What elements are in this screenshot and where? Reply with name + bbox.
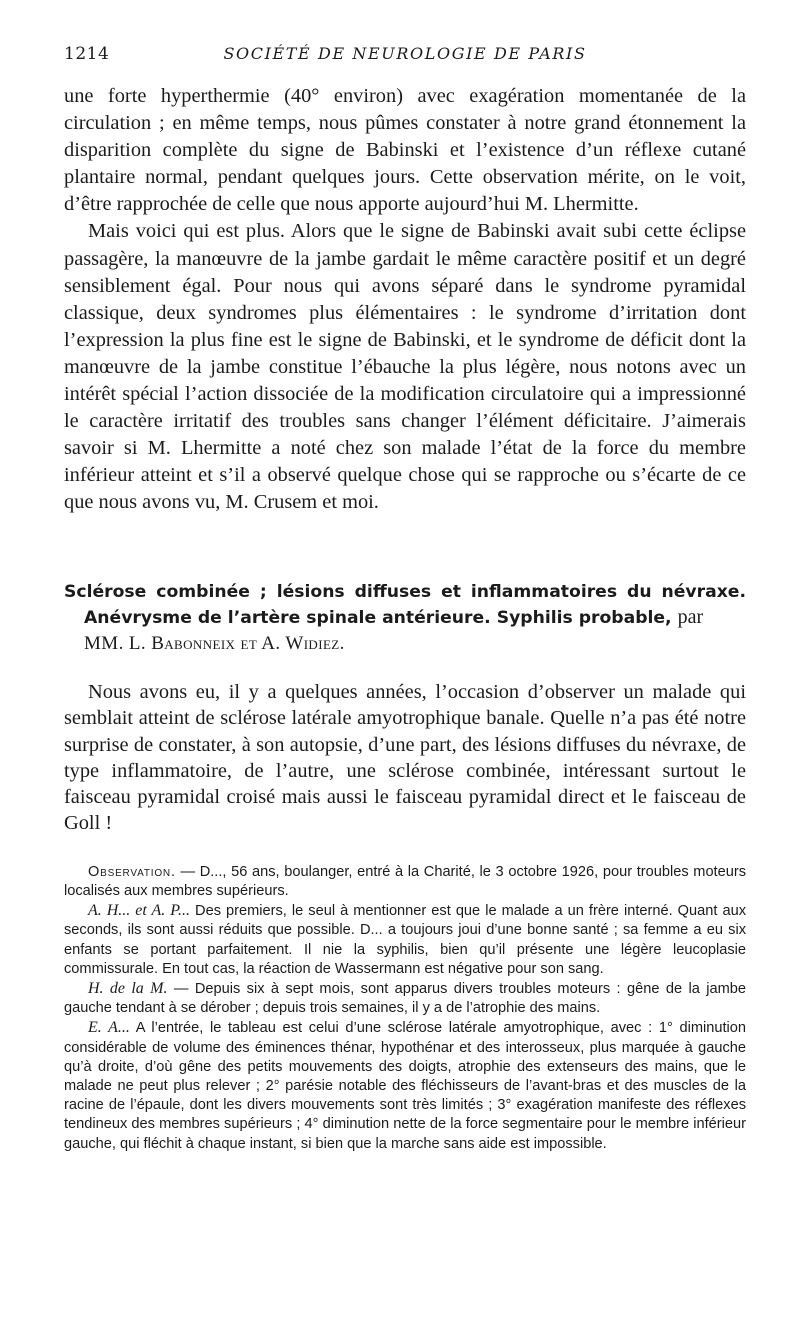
article-title — [64, 580, 746, 631]
antecedents-text: Des premiers, le seul à mentionner est que le malade a un frère interné. Quant aux seconds, ils sont aussi réduits que possible. D... a toujours joui d’une bonne santé ; sa femme a eu six enfants se portant parfaitement. Il nie la syphilis, bien qu’il présente une légère leucoplasie commissurale. En tout cas, la réaction de Wassermann est négative pour son sang. — [64, 903, 747, 977]
antecedents-label: A. H... et A. P... — [88, 902, 191, 920]
history-paragraph — [64, 979, 746, 1018]
article-title-line-1: Sclérose combinée ; lésions diffuses et inflammatoires du névraxe. — [64, 582, 746, 602]
antecedents-paragraph — [64, 901, 746, 979]
article-authors: MM. L. Babonneix et A. Widiez. — [84, 633, 345, 654]
history-text: — Depuis six à sept mois, sont apparus divers troubles moteurs : gêne de la jambe gauche tendant à se dérober ; depuis trois semaines, il y a de l’atrophie des mains. — [64, 981, 747, 1017]
journal-title: SOCIÉTÉ DE NEUROLOGIE DE PARIS — [223, 44, 587, 63]
exam-text: A l’entrée, le tableau est celui d’une sclérose latérale amyotrophique, avec : 1° diminution considérable de volume des éminences thénar, hypothénar et des interosseux, plus marquée à gauche qu’à droite, d’où gêne des petits mouvements des doigts, atrophie des extenseurs des mains, que le malade ne peut plus relever ; 2° parésie notable des fléchisseurs de l’avant-bras et des muscles de la racine de l’épaule, dont les divers mouvements sont très limités ; 3° exagération manifeste des réflexes tendineux des membres supérieurs ; 4° diminution nette de la force segmentaire pour le membre inférieur gauche, qui fléchit à chaque instant, si bien que la marche sans aide est impossible. — [64, 1020, 746, 1152]
exam-label: E. A... — [88, 1019, 130, 1037]
observation-paragraph — [64, 863, 746, 901]
observation-label: Observation. — [88, 863, 176, 880]
exam-paragraph — [64, 1018, 746, 1153]
observation-section — [64, 863, 746, 1154]
article-intro-paragraph: Nous avons eu, il y a quelques années, l’occasion d’observer un malade qui semblait atteint de sclérose latérale amyotrophique banale. Quelle n’a pas été notre surprise de constater, à son autopsie, d’une part, des lésions diffuses du névraxe, de type inflammatoire, de l’autre, une sclérose combinée, intéressant surtout le faisceau pyramidal croisé mais aussi le faisceau pyramidal direct et le faisceau de Goll ! — [64, 681, 746, 835]
article-title-line-2-text: Anévrysme de l’artère spinale antérieure. Syphilis probable, — [84, 608, 672, 628]
discussion-text — [64, 83, 746, 517]
article-title-line-2 — [64, 605, 746, 631]
article — [64, 580, 746, 1154]
discussion-paragraph-1: une forte hyperthermie (40° environ) avec exagération momentanée de la circulation ; en même temps, nous pûmes constater à notre grand étonnement la disparition complète du signe de Babinski et l’existence d’un réflexe cutané plantaire normal, pendant quelques jours. Cette observation mérite, on le voit, d’être rapprochée de celle que nous apporte aujourd’hui M. Lhermitte. — [64, 85, 746, 216]
running-head — [64, 44, 746, 72]
article-intro — [64, 679, 746, 837]
article-title-par: par — [677, 606, 704, 628]
history-label: H. de la M. — [88, 980, 168, 997]
discussion-paragraph-2: Mais voici qui est plus. Alors que le signe de Babinski avait subi cette éclipse passagère, la manœuvre de la jambe gardait le même caractère positif et un degré sensiblement égal. Pour nous qui avons séparé dans le syndrome pyramidal classique, deux syndromes plus élémentaires : le syndrome d’irritation dont l’expression la plus fine est le signe de Babinski, et le syndrome de déficit dont la manœuvre de la jambe constitue l’ébauche la plus légère, nous notons avec un intérêt spécial l’action dissociée de la modification circulatoire qui a impressionné le caractère irritatif des troubles sans changer l’élément déficitaire. J’aimerais savoir si M. Lhermitte a noté chez son malade l’état de la force du membre inférieur atteint et s’il a observé quelque chose qui se rapproche ou s’écarte de ce que nous avons vu, M. Crusem et moi. — [64, 220, 746, 514]
observation-text: — D..., 56 ans, boulanger, entré à la Charité, le 3 octobre 1926, pour troubles moteurs localisés aux membres supérieurs. — [64, 863, 746, 899]
page-number: 1214 — [64, 44, 110, 64]
